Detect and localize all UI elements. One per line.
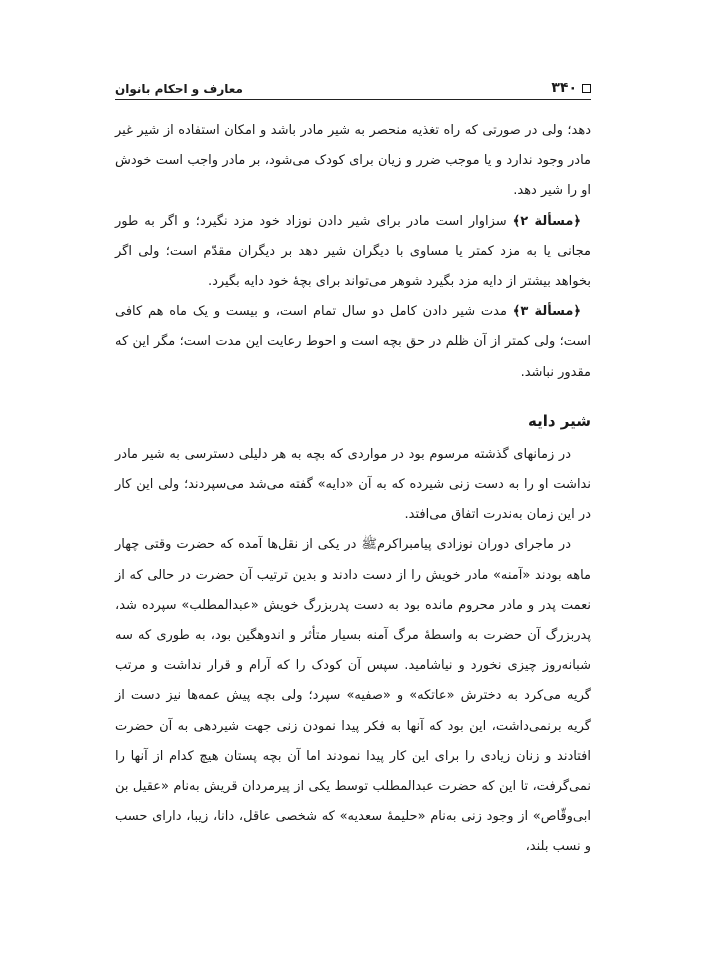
masale-2-text: سزاوار است مادر برای شیر دادن نوزاد خود مزد نگیرد؛ و اگر به طور مجانی یا به مزد کمتر یا مساوی با دیگران شیر دهد بر دیگران مقدّم است؛ ولی اگر بخواهد بیشتر از دایه مزد بگیرد شوهر می‌تواند برای بچهٔ خود دایه بگیرد.	[115, 213, 591, 290]
page-header	[115, 78, 591, 100]
masale-2-label: ﴿مسألة ۲﴾	[512, 213, 581, 229]
paragraph-4: در زمانهای گذشته مرسوم بود در مواردی که بچه به هر دلیلی دسترسی به شیر مادر نداشت او را به دست زنی شیرده که به آن «دایه» گفته می‌شد می‌سپردند؛ ولی این کار در این زمان به‌ندرت اتفاق می‌افتد.	[115, 446, 591, 523]
masale-3-label: ﴿مسألة ۳﴾	[512, 304, 581, 320]
masale-3-paragraph	[115, 297, 591, 388]
masale-2-paragraph	[115, 207, 591, 298]
running-title: معارف و احکام بانوان	[115, 82, 243, 96]
masale-3-text: مدت شیر دادن کامل دو سال تمام است، و بیست و یک ماه هم کافی است؛ ولی کمتر از آن ظلم در حق بچه است و احوط رعایت این مدت است؛ مگر این که مقدور نباشد.	[115, 304, 591, 380]
page-number: ۳۴۰	[551, 80, 577, 96]
page-number-group	[551, 80, 591, 96]
square-bullet-icon	[582, 84, 591, 93]
section-heading: شیر دایه	[528, 411, 591, 430]
page-body	[115, 116, 591, 863]
paragraph-5: در ماجرای دوران نوزادی پیامبراکرمﷺ در یکی از نقل‌ها آمده که حضرت وقتی چهار ماهه بودند «آمنه» مادر خویش را از دست دادند و بدین ترتیب آن حضرت در حالی که از نعمت پدر و مادر محروم مانده بود به دست پدربزرگ خویش «عبدالمطلب» سپرده شد، پدربزرگ آن حضرت به واسطهٔ مرگ آمنه بسیار متأثر و اندوهگین بود، به طوری که سه شبانه‌روز چیزی نخورد و نیاشامید. سپس آن کودک را که آرام و قرار نداشت و مرتب گریه می‌کرد به دخترش «عاتکه» و «صفیه» سپرد؛ ولی بچه پیش عمه‌ها نیز دست از گریه برنمی‌داشت، این بود که آنها به فکر پیدا نمودن زنی جهت شیردهی به آن حضرت افتادند و زنان زیادی را برای این کار پیدا نمودند اما آن بچه پستان هیچ کدام از آنها را نمی‌گرفت، تا این که حضرت عبدالمطلب توسط یکی از پیرمردان قریش به‌نام «عقیل بن ابی‌وقّاص» از وجود زنی به‌نام «حلیمهٔ سعدیه» که شخصی عاقل، دانا، زیبا، دارای حسب و نسب بلند،	[115, 537, 591, 855]
paragraph-1: دهد؛ ولی در صورتی که راه تغذیه منحصر به شیر مادر باشد و امکان استفاده از شیر غیر مادر وجود ندارد و یا موجب ضرر و زیان برای کودک می‌شود، بر مادر واجب است خودش او را شیر دهد.	[115, 123, 591, 199]
